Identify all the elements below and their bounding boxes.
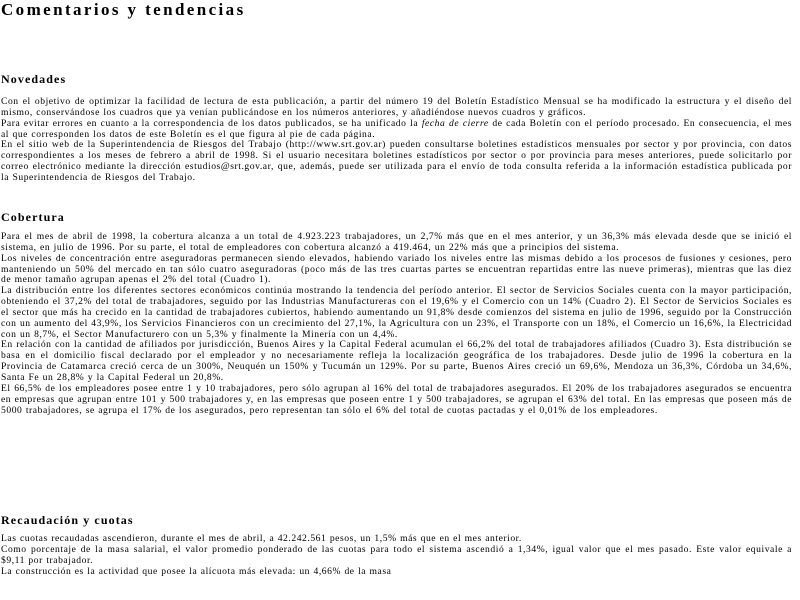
paragraph-text: Para evitar errores en cuanto a la correspondencia de los datos publicados, se ha unificado la xyxy=(1,117,422,129)
paragraph: El 66,5% de los empleadores posee entre 1 y 10 trabajadores, pero sólo agrupan al 16% del total de trabajadores asegurados. El 20% de los trabajadores asegurados se encuentra en empresas que agrupan entre 101 y 500 trabajadores y, en las empresas que poseen entre 1 y 500 trabajadores, se agrupan el 63% del total. En las empresas que poseen más de 5000 trabajadores, se agrupa el 17% de los asegurados, pero representan tan sólo el 6% del total de cuotas pactadas y el 0,01% de los empleadores. xyxy=(1,382,792,416)
section-heading-cobertura: Cobertura xyxy=(1,210,65,224)
paragraph: La construcción es la actividad que posee la alícuota más elevada: un 4,66% de la masa xyxy=(1,565,392,577)
page-title: Comentarios y tendencias xyxy=(1,0,246,19)
paragraph: Con el objetivo de optimizar la facilidad de lectura de esta publicación, a partir del número 19 del Boletín Estadístico Mensual se ha modificado la estructura y el diseño del mismo, conservándose los cuadros que ya venían publicándose en los números anteriores, y añadiéndose nuevos cuadros y gráficos. xyxy=(1,96,792,118)
section-body-cobertura xyxy=(1,232,792,416)
section-body-novedades xyxy=(1,97,792,184)
paragraph-text: de cada Boletín con el período procesado. En consecuencia, el mes al que corresponden los datos de este Boletín es el que figura al pie de cada página. xyxy=(1,117,793,140)
paragraph xyxy=(1,119,792,141)
section-body-recaudacion xyxy=(1,534,792,577)
paragraph: La distribución entre los diferentes sectores económicos continúa mostrando la tendencia del período anterior. El sector de Servicios Sociales cuenta con la mayor participación, obteniendo el 37,2% del total de trabajadores, seguido por las Industrias Manufactureras con el 19,6% y el Comercio con un 14% (Cuadro 2). El Sector de Servicios Sociales es el sector que más ha crecido en la cantidad de trabajadores cubiertos, habiendo aumentando un 91,8% desde comienzos del sistema en julio de 1996, seguido por la Construcción con un aumento del 43,9%, los Servicios Financieros con un crecimiento del 27,1%, la Agricultura con un 23%, el Transporte con un 18%, el Comercio un 16,6%, la Electricidad con un 8,7%, el Sector Manufacturero con un 5,3% y finalmente la Minería con un 4,4%. xyxy=(1,285,792,340)
italic-term: fecha de cierre xyxy=(421,117,489,129)
paragraph: Las cuotas recaudadas ascendieron, durante el mes de abril, a 42.242.561 pesos, un 1,5% más que en el mes anterior. xyxy=(1,533,522,544)
section-heading-recaudacion: Recaudación y cuotas xyxy=(1,513,134,527)
section-heading-novedades: Novedades xyxy=(1,72,67,86)
paragraph: Como porcentaje de la masa salarial, el valor promedio ponderado de las cuotas para todo el sistema ascendió a 1,34%, igual valor que el mes pasado. Este valor equivale a $9,11 por trabajador. xyxy=(1,543,792,566)
paragraph: En relación con la cantidad de afiliados por jurisdicción, Buenos Aires y la Capital Federal acumulan el 66,2% del total de trabajadores afiliados (Cuadro 3). Esta distribución se basa en el domicilio fiscal declarado por el empleador y no necesariamente refleja la localización geográfica de los trabajadores. Desde julio de 1996 la cobertura en la Provincia de Catamarca creció cerca de un 300%, Neuquén un 150% y Tucumán un 129%. Por su parte, Buenos Aires creció un 69,6%, Mendoza un 36,3%, Córdoba un 34,6%, Santa Fe un 28,8% y la Capital Federal un 20,8%. xyxy=(1,339,792,383)
paragraph: Para el mes de abril de 1998, la cobertura alcanza a un total de 4.923.223 trabajadores, un 2,7% más que en el mes anterior, y un 36,3% más elevada desde que se inició el sistema, en julio de 1996. Por su parte, el total de empleadores con cobertura alcanzó a 419.464, un 22% más que a principios del sistema. xyxy=(1,231,792,253)
paragraph: En el sitio web de la Superintendencia de Riesgos del Trabajo (http://www.srt.gov.ar) pueden consultarse boletines estadísticos mensuales por sector y por provincia, con datos correspondientes a los meses de febrero a abril de 1998. Si el usuario necesitara boletines estadísticos por sector o por provincia para meses anteriores, puede solicitarlo por correo electrónico mediante la dirección estudios@srt.gov.ar, que, además, puede ser utilizada para el envío de toda consulta referida a la información estadística publicada por la Superintendencia de Riesgos del Trabajo. xyxy=(1,139,792,183)
paragraph: Los niveles de concentración entre aseguradoras permanecen siendo elevados, habiendo variado los niveles entre las mismas debido a los procesos de fusiones y cesiones, pero manteniendo un 50% del mercado en tan sólo cuatro aseguradoras (poco más de las tres cuartas partes se encuentran repartidas entre las nueve primeras), mientras que las diez de menor tamaño agrupan apenas el 2% del total (Cuadro 1). xyxy=(1,252,792,286)
